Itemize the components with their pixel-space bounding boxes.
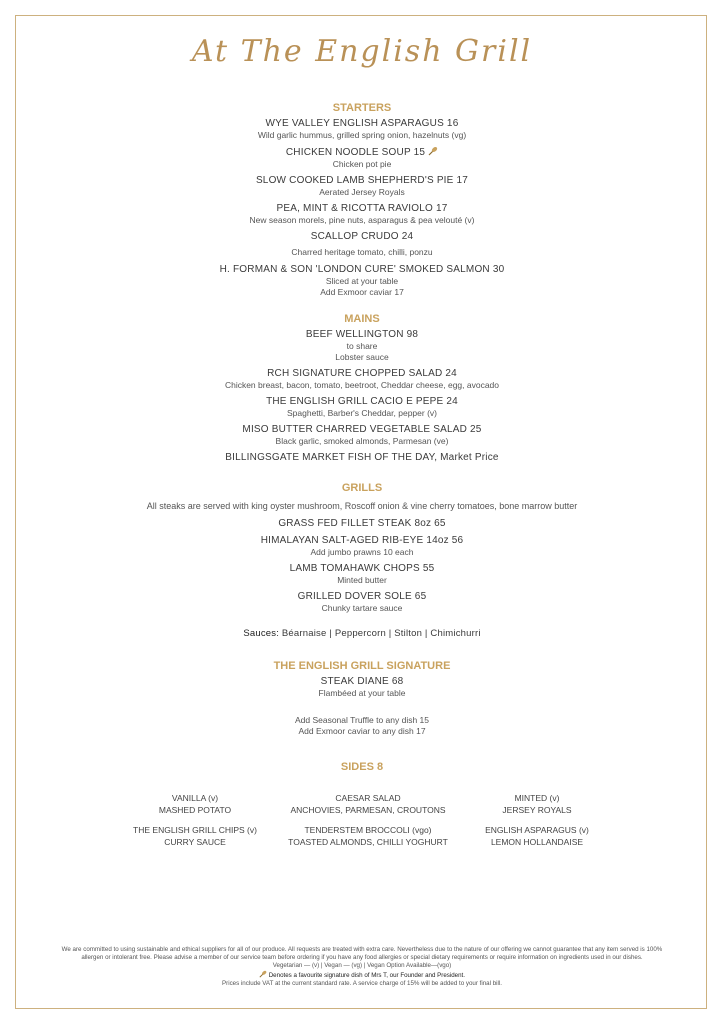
item-name: THE ENGLISH GRILL CACIO E PEPE 24 <box>266 396 458 407</box>
grills-intro: All steaks are served with king oyster mushroom, Roscoff onion & vine cherry tomatoes, bone marrow butter <box>146 501 578 511</box>
menu-item <box>0 329 724 363</box>
footer-diet-key: Vegetarian — (v) | Vegan — (vg) | Vegan Option Available—(vgo) <box>272 962 452 969</box>
item-desc: Flambéed at your table <box>318 688 406 698</box>
menu-item <box>0 175 724 198</box>
item-name: GRASS FED FILLET STEAK 8oz 65 <box>278 518 446 529</box>
menu-item <box>0 146 724 170</box>
item-name: H. FORMAN & SON 'LONDON CURE' SMOKED SALMON 30 <box>219 264 505 275</box>
addon-caviar: Add Exmoor caviar to any dish 17 <box>298 726 426 736</box>
grills-section <box>0 481 724 640</box>
menu-item <box>0 264 724 298</box>
item-desc: Add jumbo prawns 10 each <box>310 547 414 557</box>
item-desc: to share <box>346 341 378 351</box>
menu-item <box>0 563 724 586</box>
item-name-text: CHICKEN NOODLE SOUP 15 <box>285 147 426 158</box>
item-name: WYE VALLEY ENGLISH ASPARAGUS 16 <box>265 118 459 129</box>
starters-section <box>0 101 724 298</box>
item-name <box>0 146 724 159</box>
signature-leaf-icon <box>428 146 438 156</box>
side-line1: CAESAR SALAD <box>335 793 401 803</box>
side-line1: VANILLA (v) <box>171 793 219 803</box>
item-desc-addon: Add Exmoor caviar 17 <box>320 287 404 297</box>
starters-heading: STARTERS <box>332 102 392 114</box>
sides-section <box>0 760 724 774</box>
footer-signature-note <box>50 970 674 980</box>
menu-item <box>0 535 724 558</box>
menu-title: At The English Grill <box>191 34 533 69</box>
item-desc: Wild garlic hummus, grilled spring onion, hazelnuts (vg) <box>257 130 467 140</box>
item-name: SCALLOP CRUDO 24 <box>310 231 414 242</box>
menu-item <box>0 203 724 226</box>
sides-heading: SIDES 8 <box>340 761 384 773</box>
mains-heading: MAINS <box>344 313 380 325</box>
menu-item <box>0 231 724 258</box>
menu-item <box>0 396 724 419</box>
side-item <box>268 824 468 848</box>
menu-item <box>0 452 724 464</box>
item-desc: Minted butter <box>337 575 387 585</box>
item-name: PEA, MINT & RICOTTA RAVIOLO 17 <box>276 203 448 214</box>
side-line1: TENDERSTEM BROCCOLI (vgo) <box>304 825 432 835</box>
side-line1: MINTED (v) <box>514 793 560 803</box>
footer-signature-text: Denotes a favourite signature dish of Mrs T, our Founder and President. <box>268 972 465 979</box>
addon-truffle: Add Seasonal Truffle to any dish 15 <box>294 715 430 725</box>
sauces-list: Béarnaise | Peppercorn | Stilton | Chimichurri <box>281 628 481 639</box>
footer <box>50 946 674 988</box>
footer-allergen-note: We are committed to using sustainable and ethical suppliers for all of our produce. All requests are treated with extra care. Nevertheless due to the nature of our offering we cannot guarantee that any item served is 100% allergen or intolerant free. Please advise a member of our service team before ordering if you have any food allergies or special dietary requirements or require information on ingredients used in our dishes. <box>61 946 663 961</box>
side-line1: ENGLISH ASPARAGUS (v) <box>485 825 589 835</box>
item-name: LAMB TOMAHAWK CHOPS 55 <box>289 563 435 574</box>
item-name: RCH SIGNATURE CHOPPED SALAD 24 <box>267 368 457 379</box>
sauces-label: Sauces: <box>243 628 280 639</box>
menu-item <box>0 368 724 391</box>
side-line2: LEMON HOLLANDAISE <box>490 837 584 847</box>
item-desc-addon: Lobster sauce <box>335 352 389 362</box>
side-item <box>100 792 290 816</box>
item-desc: Chicken breast, bacon, tomato, beetroot, Cheddar cheese, egg, avocado <box>224 380 500 390</box>
side-item <box>268 792 468 816</box>
item-name: HIMALAYAN SALT-AGED RIB-EYE 14oz 56 <box>260 535 464 546</box>
item-desc: New season morels, pine nuts, asparagus & pea velouté (v) <box>249 215 475 225</box>
item-desc: Chunky tartare sauce <box>321 603 403 613</box>
side-line1: THE ENGLISH GRILL CHIPS (v) <box>133 825 257 835</box>
side-item <box>442 792 632 816</box>
menu-item <box>0 118 724 141</box>
item-name: BEEF WELLINGTON 98 <box>305 329 419 340</box>
item-name: BILLINGSGATE MARKET FISH OF THE DAY, Market Price <box>225 452 499 463</box>
item-desc: Sliced at your table <box>325 276 399 286</box>
item-name: STEAK DIANE 68 <box>320 676 404 687</box>
item-desc: Chicken pot pie <box>332 159 392 169</box>
mains-section <box>0 312 724 464</box>
side-line2: JERSEY ROYALS <box>502 805 572 815</box>
signature-section <box>0 659 724 737</box>
item-name: SLOW COOKED LAMB SHEPHERD'S PIE 17 <box>255 175 469 186</box>
menu-item <box>0 518 724 530</box>
footer-service-charge: Prices include VAT at the current standard rate. A service charge of 15% will be added to your final bill. <box>222 980 502 987</box>
side-line2: MASHED POTATO <box>158 805 232 815</box>
sauces-line <box>0 628 724 640</box>
item-name: MISO BUTTER CHARRED VEGETABLE SALAD 25 <box>242 424 482 435</box>
menu-item <box>0 424 724 447</box>
grills-heading: GRILLS <box>341 482 383 494</box>
signature-leaf-icon <box>259 970 267 978</box>
side-item <box>100 824 290 848</box>
side-line2: TOASTED ALMONDS, CHILLI YOGHURT <box>288 837 448 847</box>
item-desc: Aerated Jersey Royals <box>319 187 405 197</box>
menu-item <box>0 591 724 614</box>
side-line2: CURRY SAUCE <box>164 837 226 847</box>
item-desc: Charred heritage tomato, chilli, ponzu <box>291 247 433 257</box>
side-item <box>442 824 632 848</box>
signature-heading: THE ENGLISH GRILL SIGNATURE <box>273 660 451 672</box>
item-name: GRILLED DOVER SOLE 65 <box>297 591 427 602</box>
side-line2: ANCHOVIES, PARMESAN, CROUTONS <box>290 805 446 815</box>
item-desc: Black garlic, smoked almonds, Parmesan (ve) <box>275 436 449 446</box>
item-desc: Spaghetti, Barber's Cheddar, pepper (v) <box>287 408 437 418</box>
